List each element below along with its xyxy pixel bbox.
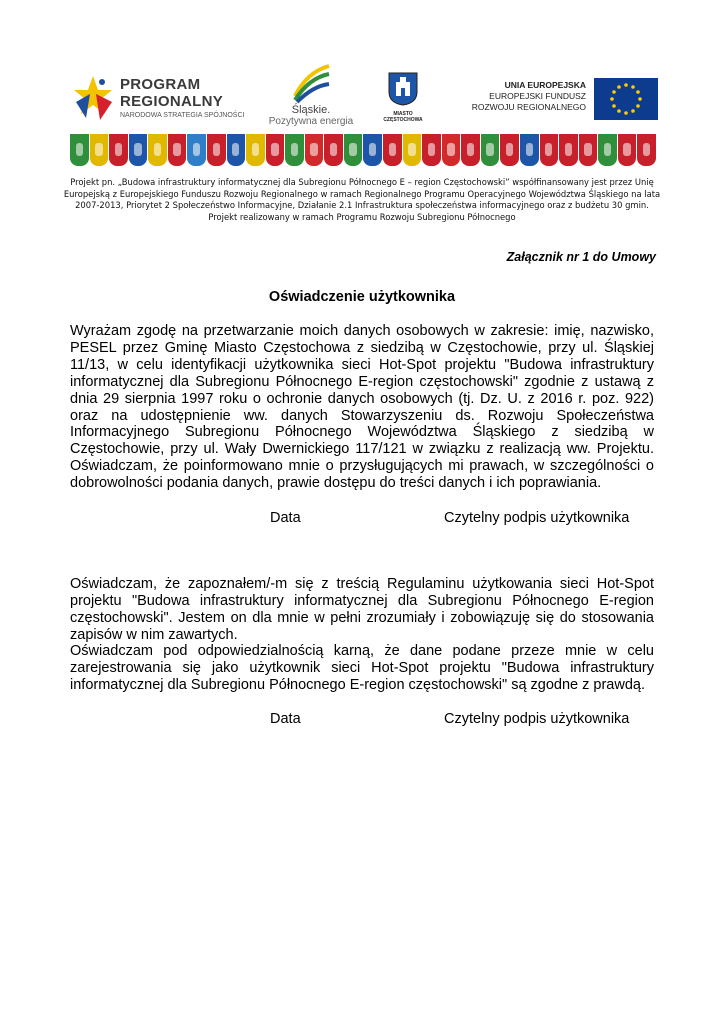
municipality-crest-icon — [90, 134, 109, 166]
municipality-crest-icon — [383, 134, 402, 166]
eu-logo-line2: EUROPEJSKI FUNDUSZ — [489, 91, 586, 101]
municipality-crest-icon — [598, 134, 617, 166]
eu-logo-line3: ROZWOJU REGIONALNEGO — [471, 102, 586, 112]
municipality-crest-icon — [500, 134, 519, 166]
slaskie-slogan: Pozytywna energia — [268, 116, 354, 127]
municipality-crest-icon — [109, 134, 128, 166]
municipality-crest-icon — [285, 134, 304, 166]
municipality-crest-icon — [422, 134, 441, 166]
regulations-paragraph: Oświadczam, że zapoznałem/-m się z treścią Regulaminu użytkowania sieci Hot-Spot projektu "Budowa infrastruktury informatycznej dla Subregionu Północnego E-region częstochowski". Jestem on dla mnie w pełni zrozumiały i zobowiązuję się do stosowania zapisów w nim zawartych. — [70, 576, 654, 643]
municipality-crest-icon — [70, 134, 89, 166]
municipality-crest-icon — [227, 134, 246, 166]
program-logo-line1: PROGRAM — [120, 76, 201, 93]
miasto-czestochowa-logo — [378, 72, 428, 132]
municipality-crest-icon — [403, 134, 422, 166]
eu-flag-icon — [594, 78, 658, 120]
program-logo-line2: REGIONALNY — [120, 93, 224, 110]
eu-logo-text — [472, 80, 586, 113]
slaskie-name: Śląskie. — [291, 104, 331, 116]
signature2-date-label: Data — [270, 711, 301, 727]
municipality-crest-icon — [305, 134, 324, 166]
city-logo-line1: MIASTO — [393, 111, 413, 117]
municipality-crest-icon — [363, 134, 382, 166]
eu-logo — [453, 78, 658, 122]
municipality-crest-icon — [344, 134, 363, 166]
municipality-crest-icon — [637, 134, 656, 166]
czestochowa-crest-icon — [388, 72, 418, 106]
signature2-name-label: Czytelny podpis użytkownika — [444, 711, 630, 727]
program-regionalny-mark-icon — [72, 72, 114, 122]
municipality-crest-icon — [187, 134, 206, 166]
municipality-crest-icon — [461, 134, 480, 166]
header-logos — [68, 62, 658, 132]
municipality-crests-strip — [70, 134, 656, 168]
municipality-crest-icon — [559, 134, 578, 166]
municipality-crest-icon — [148, 134, 167, 166]
municipality-crest-icon — [618, 134, 637, 166]
municipality-crest-icon — [207, 134, 226, 166]
city-logo-line2: CZĘSTOCHOWA — [383, 117, 423, 123]
eu-logo-line1: UNIA EUROPEJSKA — [504, 80, 586, 90]
municipality-crest-icon — [579, 134, 598, 166]
truthfulness-paragraph: Oświadczam pod odpowiedzialnością karną, że dane podane przeze mnie w celu zarejestrowania się jako użytkownik sieci Hot-Spot projektu "Budowa infrastruktury informatycznej dla Subregionu Północnego E-region częstochowski" są zgodne z prawdą. — [70, 643, 654, 693]
document-title: Oświadczenie użytkownika — [268, 289, 456, 305]
municipality-crest-icon — [481, 134, 500, 166]
municipality-crest-icon — [324, 134, 343, 166]
municipality-crest-icon — [540, 134, 559, 166]
municipality-crest-icon — [442, 134, 461, 166]
signature1-date-label: Data — [270, 510, 301, 526]
program-regionalny-logo — [72, 70, 252, 130]
project-description: Projekt pn. „Budowa infrastruktury informatycznej dla Subregionu Północnego E – region Częstochowski” współfinansowany jest przez Unię Europejską z Europejskiego Funduszu Rozwoju Regionalnego w ramach Regionalnego Programu Operacyjnego Województwa Śląskiego na lata 2007-2013, Priorytet 2 Społeczeństwo Informacyjne, Działanie 2.1 Infrastruktura społeczeństwa informacyjnego oraz z budżetu 30 gmin. Projekt realizowany w ramach Programu Rozwoju Subregionu Północnego — [63, 177, 661, 222]
attachment-label: Załącznik nr 1 do Umowy — [506, 250, 656, 264]
municipality-crest-icon — [520, 134, 539, 166]
signature1-name-label: Czytelny podpis użytkownika — [444, 510, 630, 526]
program-logo-line3: NARODOWA STRATEGIA SPÓJNOŚCI — [120, 112, 245, 119]
municipality-crest-icon — [266, 134, 285, 166]
consent-paragraph: Wyrażam zgodę na przetwarzanie moich danych osobowych w zakresie: imię, nazwisko, PESEL przez Gminę Miasto Częstochowa z siedzibą w Częstochowie, przy ul. Śląskiej 11/13, w celu identyfikacji użytkownika sieci Hot-Spot projektu "Budowa infrastruktury informatycznej dla Subregionu Północnego E-region częstochowski" zgodnie z ustawą z dnia 29 sierpnia 1997 roku o ochronie danych osobowych (tj. Dz. U. z 2016 r. poz. 922) oraz na udostępnienie ww. danych Stowarzyszeniu ds. Rozwoju Społeczeństwa Informacyjnego Subregionu Północnego Województwa Śląskiego z siedzibą w Częstochowie, przy ul. Wały Dwernickiego 117/121 w związku z realizacją ww. Projektu. Oświadczam, że poinformowano mnie o przysługujących mi prawach, w szczególności o dobrowolności podania danych, prawie dostępu do treści danych i ich poprawiania. — [70, 323, 654, 492]
slaskie-swoosh-icon — [289, 62, 333, 104]
municipality-crest-icon — [168, 134, 187, 166]
municipality-crest-icon — [129, 134, 148, 166]
municipality-crest-icon — [246, 134, 265, 166]
slaskie-logo — [266, 62, 356, 132]
